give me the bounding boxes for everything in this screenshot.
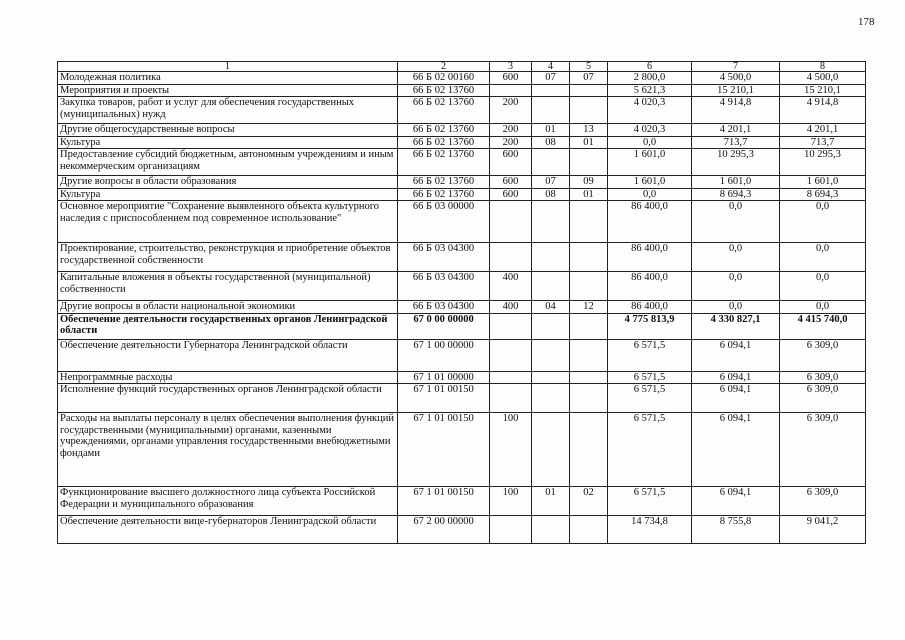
row-col7: 0,0	[692, 272, 780, 301]
column-number-row	[58, 62, 866, 72]
row-col4	[532, 339, 570, 371]
row-col4: 07	[532, 72, 570, 85]
row-col4: 01	[532, 487, 570, 516]
row-col6: 14 734,8	[608, 516, 692, 544]
row-col7: 4 914,8	[692, 97, 780, 124]
row-code: 66 Б 02 13760	[398, 136, 490, 149]
page-number: 178	[858, 16, 875, 28]
column-number: 1	[58, 62, 398, 72]
row-col3	[490, 339, 532, 371]
row-col6: 6 571,5	[608, 371, 692, 384]
table-row	[58, 301, 866, 314]
table-row	[58, 97, 866, 124]
row-col4	[532, 413, 570, 487]
row-col4	[532, 84, 570, 97]
row-code: 66 Б 02 13760	[398, 124, 490, 137]
row-col3: 200	[490, 136, 532, 149]
row-col5	[570, 339, 608, 371]
row-col3	[490, 516, 532, 544]
row-col5	[570, 413, 608, 487]
row-name: Культура	[58, 188, 398, 201]
table-row	[58, 84, 866, 97]
row-code: 66 Б 02 00160	[398, 72, 490, 85]
row-col3: 200	[490, 97, 532, 124]
table-row	[58, 201, 866, 243]
row-col8: 4 415 740,0	[780, 313, 866, 339]
row-col8: 0,0	[780, 301, 866, 314]
row-col7: 6 094,1	[692, 371, 780, 384]
row-col6: 5 621,3	[608, 84, 692, 97]
row-col6: 6 571,5	[608, 384, 692, 413]
row-col4: 01	[532, 124, 570, 137]
row-col3: 400	[490, 301, 532, 314]
row-col4: 08	[532, 136, 570, 149]
row-code: 67 1 01 00150	[398, 384, 490, 413]
row-col7: 4 330 827,1	[692, 313, 780, 339]
row-code: 66 Б 02 13760	[398, 97, 490, 124]
table-row	[58, 188, 866, 201]
row-col3: 600	[490, 176, 532, 189]
row-col4: 07	[532, 176, 570, 189]
table-row	[58, 149, 866, 176]
row-col7: 4 201,1	[692, 124, 780, 137]
row-col4	[532, 371, 570, 384]
table-row	[58, 136, 866, 149]
row-name: Другие вопросы в области образования	[58, 176, 398, 189]
row-col3: 200	[490, 124, 532, 137]
row-col5: 13	[570, 124, 608, 137]
row-col5: 12	[570, 301, 608, 314]
row-name: Расходы на выплаты персоналу в целях обеспечения выполнения функций государственными (муниципальными) органами, казенными учреждениями, органами управления государственными внебюджетными фондами	[58, 413, 398, 487]
row-col6: 1 601,0	[608, 149, 692, 176]
row-col3	[490, 371, 532, 384]
row-col8: 15 210,1	[780, 84, 866, 97]
row-col7: 713,7	[692, 136, 780, 149]
row-col7: 0,0	[692, 301, 780, 314]
row-col7: 6 094,1	[692, 339, 780, 371]
row-col6: 0,0	[608, 136, 692, 149]
row-code: 67 1 01 00150	[398, 413, 490, 487]
row-col6: 6 571,5	[608, 339, 692, 371]
row-col6: 4 020,3	[608, 97, 692, 124]
row-name: Предоставление субсидий бюджетным, автономным учреждениям и иным некоммерческим организациям	[58, 149, 398, 176]
row-name: Капитальные вложения в объекты государственной (муниципальной) собственности	[58, 272, 398, 301]
row-name: Проектирование, строительство, реконструкция и приобретение объектов государственной собственности	[58, 243, 398, 272]
table-row	[58, 72, 866, 85]
row-col3	[490, 313, 532, 339]
row-col4	[532, 384, 570, 413]
row-col7: 4 500,0	[692, 72, 780, 85]
row-code: 67 1 01 00150	[398, 487, 490, 516]
row-name: Функционирование высшего должностного лица субъекта Российской Федерации и муниципального образования	[58, 487, 398, 516]
row-code: 66 Б 03 04300	[398, 243, 490, 272]
row-code: 66 Б 02 13760	[398, 176, 490, 189]
table-row	[58, 516, 866, 544]
table-row	[58, 487, 866, 516]
row-col6: 2 800,0	[608, 72, 692, 85]
table-row	[58, 339, 866, 371]
row-col6: 86 400,0	[608, 301, 692, 314]
row-name: Обеспечение деятельности государственных органов Ленинградской области	[58, 313, 398, 339]
row-col5	[570, 97, 608, 124]
row-col4: 04	[532, 301, 570, 314]
row-code: 66 Б 03 04300	[398, 301, 490, 314]
row-col4	[532, 516, 570, 544]
row-name: Молодежная политика	[58, 72, 398, 85]
row-name: Непрограммные расходы	[58, 371, 398, 384]
row-col8: 4 201,1	[780, 124, 866, 137]
row-col5	[570, 149, 608, 176]
row-name: Другие общегосударственные вопросы	[58, 124, 398, 137]
row-col8: 4 500,0	[780, 72, 866, 85]
row-code: 66 Б 02 13760	[398, 84, 490, 97]
row-col8: 0,0	[780, 272, 866, 301]
row-col4	[532, 313, 570, 339]
row-name: Другие вопросы в области национальной экономики	[58, 301, 398, 314]
row-col4	[532, 97, 570, 124]
row-code: 66 Б 02 13760	[398, 149, 490, 176]
row-code: 67 0 00 00000	[398, 313, 490, 339]
row-col8: 10 295,3	[780, 149, 866, 176]
row-col3	[490, 84, 532, 97]
row-col6: 4 775 813,9	[608, 313, 692, 339]
table-row	[58, 371, 866, 384]
row-name: Основное мероприятие "Сохранение выявленного объекта культурного наследия с приспособлением под современное использование"	[58, 201, 398, 243]
table-row	[58, 384, 866, 413]
row-col6: 6 571,5	[608, 487, 692, 516]
row-col6: 6 571,5	[608, 413, 692, 487]
row-col3	[490, 384, 532, 413]
budget-table	[57, 61, 866, 544]
row-col6: 1 601,0	[608, 176, 692, 189]
row-col8: 9 041,2	[780, 516, 866, 544]
column-number: 7	[692, 62, 780, 72]
column-number: 4	[532, 62, 570, 72]
row-code: 67 2 00 00000	[398, 516, 490, 544]
row-name: Мероприятия и проекты	[58, 84, 398, 97]
row-col7: 6 094,1	[692, 413, 780, 487]
row-col7: 6 094,1	[692, 487, 780, 516]
row-name: Обеспечение деятельности Губернатора Ленинградской области	[58, 339, 398, 371]
row-col3: 600	[490, 188, 532, 201]
row-col5: 01	[570, 136, 608, 149]
row-col3: 100	[490, 413, 532, 487]
column-number: 3	[490, 62, 532, 72]
table-row	[58, 272, 866, 301]
row-name: Исполнение функций государственных органов Ленинградской области	[58, 384, 398, 413]
row-col3	[490, 201, 532, 243]
table-row	[58, 313, 866, 339]
column-number: 2	[398, 62, 490, 72]
row-col3: 400	[490, 272, 532, 301]
row-col6: 86 400,0	[608, 272, 692, 301]
row-col4: 08	[532, 188, 570, 201]
column-number: 8	[780, 62, 866, 72]
row-col4	[532, 243, 570, 272]
row-col8: 6 309,0	[780, 413, 866, 487]
row-col7: 0,0	[692, 243, 780, 272]
row-col5: 09	[570, 176, 608, 189]
row-col6: 86 400,0	[608, 243, 692, 272]
row-code: 66 Б 03 04300	[398, 272, 490, 301]
row-col4	[532, 201, 570, 243]
row-col8: 1 601,0	[780, 176, 866, 189]
column-number: 6	[608, 62, 692, 72]
row-code: 67 1 00 00000	[398, 339, 490, 371]
row-col7: 8 694,3	[692, 188, 780, 201]
row-col5: 01	[570, 188, 608, 201]
row-col7: 15 210,1	[692, 84, 780, 97]
row-name: Культура	[58, 136, 398, 149]
row-col6: 4 020,3	[608, 124, 692, 137]
row-col3: 600	[490, 149, 532, 176]
row-col3	[490, 243, 532, 272]
table-row	[58, 413, 866, 487]
row-code: 67 1 01 00000	[398, 371, 490, 384]
row-col7: 8 755,8	[692, 516, 780, 544]
row-col8: 713,7	[780, 136, 866, 149]
row-col4	[532, 272, 570, 301]
row-col5	[570, 516, 608, 544]
row-col7: 0,0	[692, 201, 780, 243]
row-col5	[570, 371, 608, 384]
row-col3: 600	[490, 72, 532, 85]
table-row	[58, 176, 866, 189]
table-row	[58, 243, 866, 272]
row-col6: 86 400,0	[608, 201, 692, 243]
row-name: Обеспечение деятельности вице-губернаторов Ленинградской области	[58, 516, 398, 544]
row-col8: 6 309,0	[780, 371, 866, 384]
row-col8: 6 309,0	[780, 487, 866, 516]
row-col5	[570, 201, 608, 243]
row-col8: 0,0	[780, 201, 866, 243]
row-col8: 4 914,8	[780, 97, 866, 124]
row-col5: 07	[570, 72, 608, 85]
row-col5	[570, 313, 608, 339]
row-col5	[570, 243, 608, 272]
row-col7: 6 094,1	[692, 384, 780, 413]
row-col5	[570, 384, 608, 413]
row-col5: 02	[570, 487, 608, 516]
row-code: 66 Б 03 00000	[398, 201, 490, 243]
row-name: Закупка товаров, работ и услуг для обеспечения государственных (муниципальных) нужд	[58, 97, 398, 124]
row-col5	[570, 272, 608, 301]
row-col7: 10 295,3	[692, 149, 780, 176]
row-col7: 1 601,0	[692, 176, 780, 189]
row-col8: 6 309,0	[780, 339, 866, 371]
row-col3: 100	[490, 487, 532, 516]
row-col8: 6 309,0	[780, 384, 866, 413]
row-col8: 0,0	[780, 243, 866, 272]
table-row	[58, 124, 866, 137]
row-col6: 0,0	[608, 188, 692, 201]
row-col4	[532, 149, 570, 176]
row-code: 66 Б 02 13760	[398, 188, 490, 201]
row-col8: 8 694,3	[780, 188, 866, 201]
column-number: 5	[570, 62, 608, 72]
row-col5	[570, 84, 608, 97]
